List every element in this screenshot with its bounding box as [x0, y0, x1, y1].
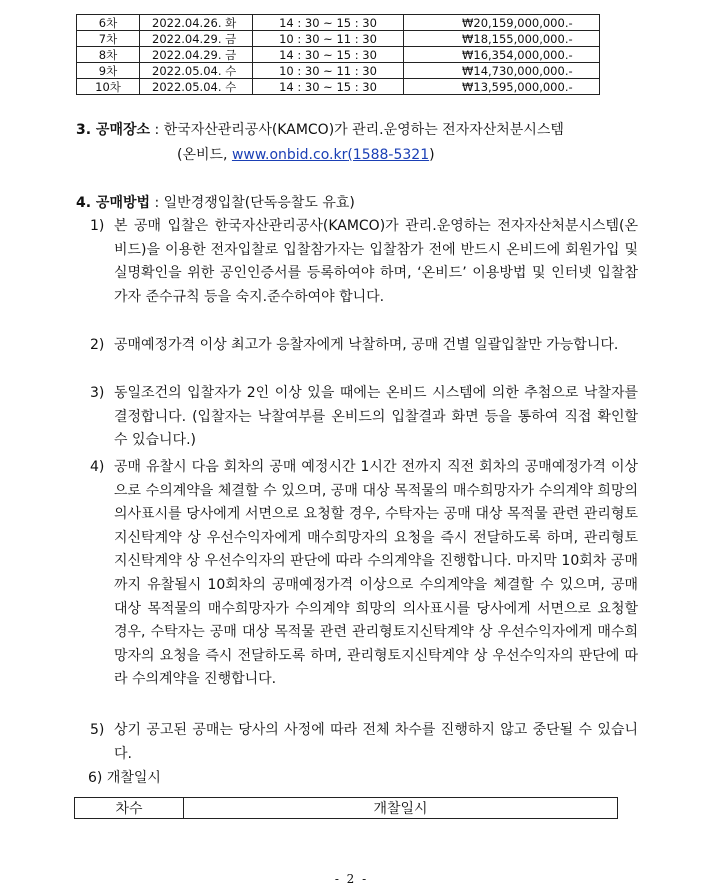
item-number: 3)	[90, 385, 105, 401]
date-cell: 2022.05.04. 수	[140, 79, 253, 95]
onbid-phone[interactable]: (1588-5321	[347, 147, 430, 163]
date-cell: 2022.05.04. 수	[140, 63, 253, 79]
colon: :	[154, 122, 164, 138]
section-3-text: 한국자산관리공사(KAMCO)가 관리.운영하는 전자자산처분시스템	[163, 122, 564, 138]
section-4-label: 4. 공매방법	[76, 195, 151, 211]
section-4-heading	[76, 193, 355, 213]
table-row	[77, 15, 600, 31]
item-6-heading: 6) 개찰일시	[88, 770, 161, 786]
list-item	[90, 334, 638, 358]
colon: :	[154, 195, 164, 211]
section-4-text: 일반경쟁입찰(단독응찰도 유효)	[163, 195, 355, 211]
item-text: 공매예정가격 이상 최고가 응찰자에게 낙찰하며, 공매 건별 일괄입찰만 가능합니다.	[114, 337, 619, 353]
item-text: 상기 공고된 공매는 당사의 사정에 따라 전체 차수를 진행하지 않고 중단될 수 있습니다.	[114, 722, 638, 762]
section-3-label: 3. 공매장소	[76, 122, 151, 138]
round-cell: 8차	[77, 47, 140, 63]
item-number: 5)	[90, 722, 105, 738]
opening-col-round: 차수	[75, 798, 184, 819]
opening-table	[74, 797, 618, 819]
time-cell: 10 : 30 ~ 11 : 30	[253, 31, 404, 47]
time-cell: 14 : 30 ~ 15 : 30	[253, 15, 404, 31]
price-cell: ₩16,354,000,000.-	[404, 47, 600, 63]
list-item	[90, 382, 638, 453]
table-row	[77, 31, 600, 47]
time-cell: 14 : 30 ~ 15 : 30	[253, 47, 404, 63]
round-cell: 6차	[77, 15, 140, 31]
list-item	[90, 719, 638, 766]
date-cell: 2022.04.29. 금	[140, 31, 253, 47]
item-number: 2)	[90, 337, 105, 353]
opening-col-datetime: 개찰일시	[184, 798, 618, 819]
date-cell: 2022.04.29. 금	[140, 47, 253, 63]
section-3-line-2	[177, 145, 435, 165]
price-cell: ₩13,595,000,000.-	[404, 79, 600, 95]
item-number: 4)	[90, 459, 105, 475]
table-row	[77, 47, 600, 63]
page-number: - 2 -	[334, 872, 369, 886]
section-3-prefix: (온비드,	[177, 147, 232, 163]
item-text: 공매 유찰시 다음 회차의 공매 예정시간 1시간 전까지 직전 회차의 공매예정가격 이상으로 수의계약을 체결할 수 있으며, 공매 대상 목적물의 매수희망자가 수의계약 희망의 의사표시를 당사에게 서면으로 요청할 경우, 수탁자는 공매 대상 목적물 관련 관리형토지신탁계약 상 우선수익자에게 매수희망자의 요청을 즉시 전달하도록 하며, 관리형토지신탁계약 상 우선수익자의 판단에 따라 수의계약을 진행합니다. 마지막 10회차 공매까지 유찰될시 10회차의 공매예정가격 이상으로 수의계약을 체결할 수 있으며, 공매 대상 목적물의 매수희망자가 수의계약 희망의 의사표시를 당사에게 서면으로 요청할 경우, 수탁자는 공매 대상 목적물 관련 관리형토지신탁계약 상 우선수익자에게 매수희망자의 요청을 즉시 전달하도록 하며, 관리형토지신탁계약 상 우선수익자의 판단에 따라 수의계약을 진행합니다.	[114, 459, 638, 688]
onbid-link[interactable]: www.onbid.co.kr	[231, 147, 348, 163]
item-text: 동일조건의 입찰자가 2인 이상 있을 때에는 온비드 시스템에 의한 추첨으로 낙찰자를 결정합니다. (입찰자는 낙찰여부를 온비드의 입찰결과 화면 등을 통하여 직접 확인할 수 있습니다.)	[114, 385, 638, 449]
table-header-row	[75, 798, 618, 819]
list-item	[90, 456, 638, 692]
time-cell: 10 : 30 ~ 11 : 30	[253, 63, 404, 79]
table-row	[77, 63, 600, 79]
round-cell: 7차	[77, 31, 140, 47]
round-cell: 10차	[77, 79, 140, 95]
schedule-table	[76, 14, 600, 95]
section-3-suffix: )	[429, 147, 435, 163]
table-row	[77, 79, 600, 95]
time-cell: 14 : 30 ~ 15 : 30	[253, 79, 404, 95]
section-3-line-1	[76, 120, 564, 140]
item-number: 1)	[90, 218, 105, 234]
price-cell: ₩14,730,000,000.-	[404, 63, 600, 79]
date-cell: 2022.04.26. 화	[140, 15, 253, 31]
list-item	[90, 215, 638, 309]
price-cell: ₩18,155,000,000.-	[404, 31, 600, 47]
item-text: 본 공매 입찰은 한국자산관리공사(KAMCO)가 관리.운영하는 전자자산처분시스템(온비드)을 이용한 전자입찰로 입찰참가자는 입찰참가 전에 반드시 온비드에 회원가입 및 실명확인을 위한 공인인증서를 등록하여야 하며, ‘온비드’ 이용방법 및 인터넷 입찰참가자 준수규칙 등을 숙지.준수하여야 합니다.	[114, 218, 638, 305]
price-cell: ₩20,159,000,000.-	[404, 15, 600, 31]
round-cell: 9차	[77, 63, 140, 79]
